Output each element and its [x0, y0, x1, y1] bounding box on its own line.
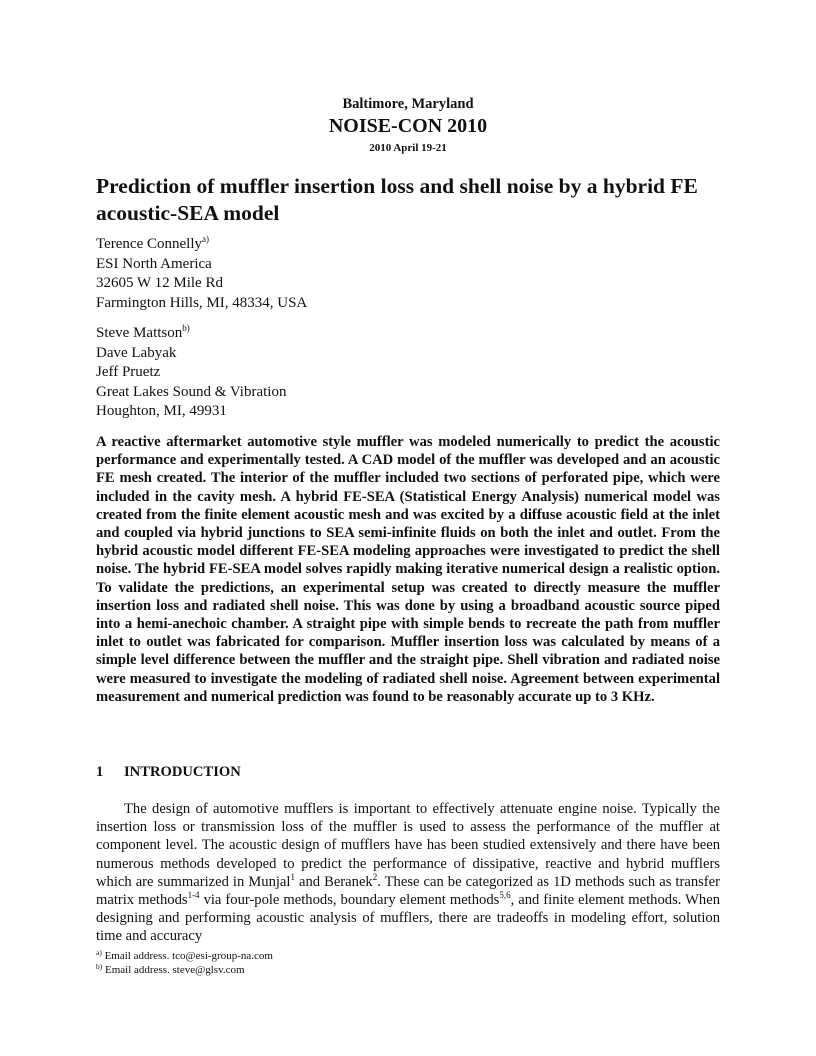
- author-name: Terence Connelly: [96, 236, 202, 252]
- footnote-marker: b): [96, 961, 103, 971]
- paper-title: Prediction of muffler insertion loss and shell noise by a hybrid FE acoustic-SEA model: [96, 174, 698, 225]
- citation-ref: 2: [372, 871, 378, 882]
- address-line: 32605 W 12 Mile Rd: [96, 275, 223, 292]
- affiliation-line: Great Lakes Sound & Vibration: [96, 383, 287, 400]
- conference-location: Baltimore, Maryland: [342, 96, 474, 112]
- citation-ref: 5,6: [499, 890, 511, 901]
- footnotes: [96, 950, 273, 977]
- paragraph-text: and Beranek: [294, 873, 373, 890]
- address-line: Houghton, MI, 49931: [96, 403, 227, 420]
- citation-ref: 1: [290, 871, 295, 882]
- footnote-text: Email address. tco@esi-group-na.com: [101, 950, 273, 962]
- affiliation-marker: b): [182, 323, 190, 333]
- author-name-line: [96, 235, 736, 255]
- paragraph-text: via four-pole methods, boundary element methods: [199, 892, 500, 909]
- abstract: A reactive aftermarket automotive style muffler was modeled numerically to predict the acoustic performance and experimentally tested. A CAD model of the muffler was developed and an acoustic FE mesh created. The interior of the muffler included two sections of perforated pipe, which were included in the cavity mesh. A hybrid FE-SEA (Statistical Energy Analysis) numerical model was created from the finite element acoustic mesh and was excited by a diffuse acoustic field at the inlet and coupled via hybrid junctions to SEA semi-infinite fluids on both the inlet and outlet. From the hybrid acoustic model different FE-SEA modeling approaches were investigated to predict the shell noise. The hybrid FE-SEA model solves rapidly making iterative numerical design a realistic option. To validate the predictions, an experimental setup was created to directly measure the muffler insertion loss and radiated shell noise. This was done by using a broadband acoustic source piped into a hemi-anechoic chamber. A straight pipe with simple bends to recreate the path from muffler inlet to outlet was fabricated for comparison. Muffler insertion loss was calculated by means of a simple level difference between the muffler and the straight pipe. Shell vibration and radiated noise were measured to investigate the modeling of radiated shell noise. Agreement between experimental measurement and numerical prediction was found to be reasonably accurate up to 3 KHz.: [96, 434, 720, 705]
- author-name: Dave Labyak: [96, 344, 177, 361]
- author-name: Jeff Pruetz: [96, 364, 161, 381]
- author-block-1: [96, 235, 736, 313]
- paragraph-text: The design of automotive mufflers is important to effectively attenuate engine noise. Typically the insertion loss or transmission loss of the muffler is used to assess the performance of the muffler at component level. The acoustic design of mufflers have has been studied extensively and there have been numerous methods developed to predict the performance of dissipative, reactive and hybrid mufflers which are summarized in Munjal: [96, 801, 720, 890]
- footnote: [96, 950, 273, 964]
- footnote: [96, 961, 273, 978]
- section-title: INTRODUCTION: [124, 764, 241, 780]
- paragraph-text: , and finite element methods. When designing and performing acoustic analysis of mufflers, there are tradeoffs in modeling effort, solution time and accuracy: [96, 892, 720, 945]
- affiliation-marker: a): [202, 234, 209, 244]
- section-heading: [96, 764, 241, 781]
- citation-ref: 1-4: [187, 890, 200, 901]
- affiliation-line: ESI North America: [96, 255, 212, 272]
- conference-date: 2010 April 19-21: [369, 142, 447, 154]
- introduction-paragraph: [96, 800, 720, 946]
- author-name-line: [96, 324, 736, 344]
- footnote-text: Email address. steve@glsv.com: [102, 963, 245, 976]
- paragraph-text: . These can be categorized as 1D methods such as transfer matrix methods: [96, 873, 720, 909]
- conference-name: NOISE-CON 2010: [328, 115, 488, 137]
- section-number: 1: [96, 764, 104, 780]
- author-name: Steve Mattson: [96, 325, 183, 341]
- footnote-marker: a): [96, 948, 102, 957]
- address-line: Farmington Hills, MI, 48334, USA: [96, 294, 308, 311]
- author-block-2: [96, 324, 736, 422]
